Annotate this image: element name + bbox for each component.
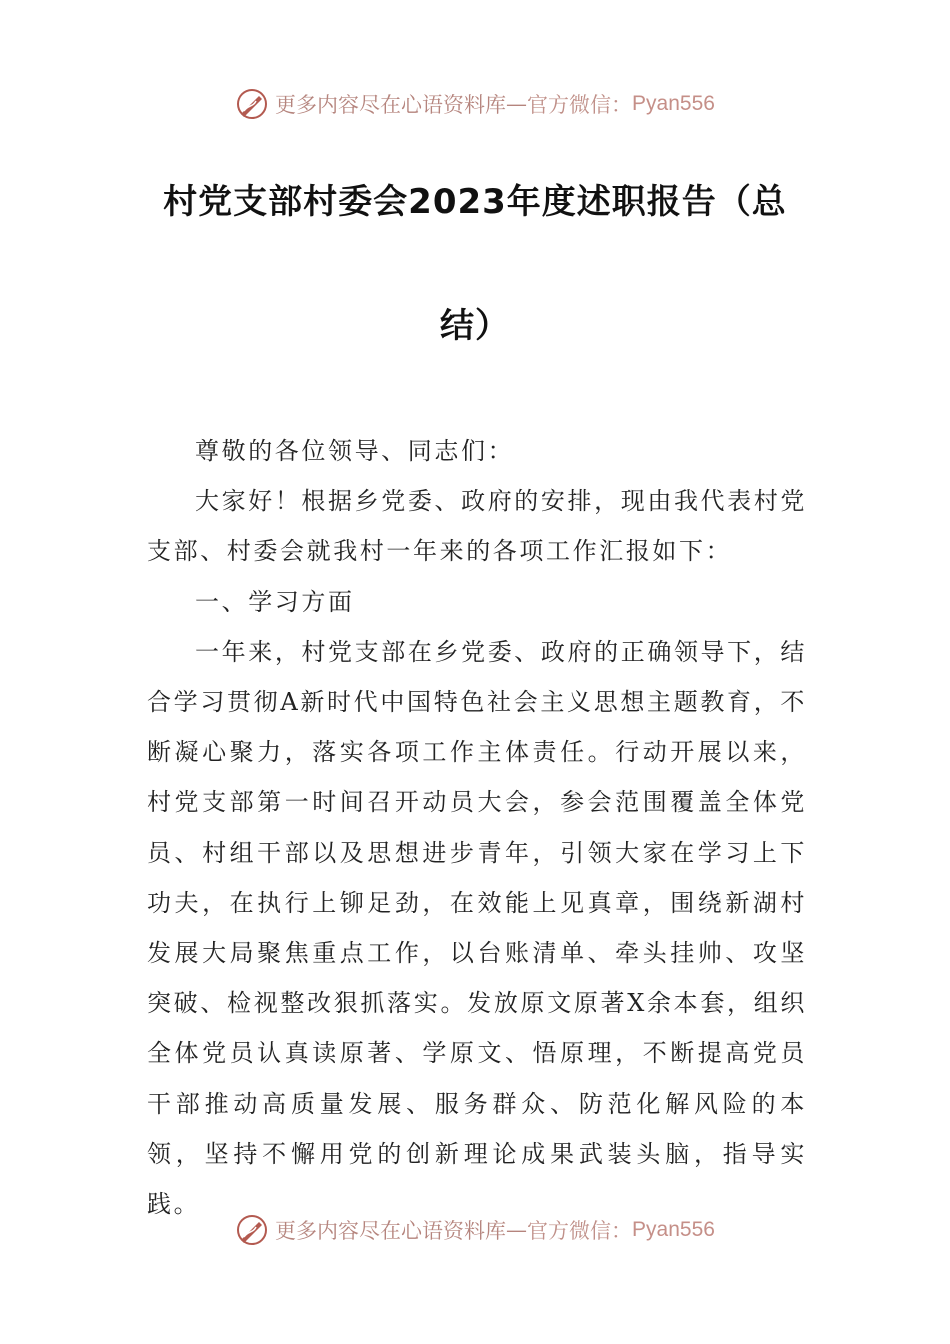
banner-wechat-id: Pyan556 bbox=[632, 92, 715, 115]
banner-wechat-label: 官方微信： bbox=[527, 93, 633, 117]
footer-watermark-banner bbox=[0, 1210, 950, 1250]
header-watermark-banner bbox=[0, 84, 950, 124]
banner-wechat-id: Pyan556 bbox=[632, 1218, 715, 1241]
intro-paragraph: 大家好！根据乡党委、政府的安排，现由我代表村党支部、村委会就我村一年来的各项工作汇报如下： bbox=[147, 487, 807, 566]
banner-text: 更多内容尽在心语资料库 bbox=[275, 1219, 507, 1243]
section-heading: 一、学习方面 bbox=[195, 587, 355, 616]
document-title-line-1: 村党支部村委会2023年度述职报告（总 bbox=[163, 182, 787, 222]
body-paragraph: 一年来，村党支部在乡党委、政府的正确领导下，结合学习贯彻A新时代中国特色社会主义思想主题教育，不断凝心聚力，落实各项工作主体责任。行动开展以来，村党支部第一时间召开动员大会，参会范围覆盖全体党员、村组干部以及思想进步青年，引领大家在学习上下功夫，在执行上铆足劲，在效能上见真章，围绕新湖村发展大局聚焦重点工作，以台账清单、牵头挂帅、攻坚突破、检视整改狠抓落实。发放原文原著X余本套，组织全体党员认真读原著、学原文、悟原理，不断提高党员干部推动高质量发展、服务群众、防范化解风险的本领，坚持不懈用党的创新理论成果武装头脑，指导实践。 bbox=[147, 637, 807, 1219]
document-title-line-2: 结） bbox=[440, 306, 510, 346]
banner-text: 更多内容尽在心语资料库 bbox=[275, 93, 507, 117]
salutation-paragraph: 尊敬的各位领导、同志们： bbox=[195, 437, 515, 465]
banner-wechat-label: 官方微信： bbox=[527, 1219, 633, 1243]
document-body bbox=[147, 426, 807, 1229]
banner-dash: — bbox=[506, 92, 528, 116]
pen-logo-icon bbox=[235, 1213, 269, 1247]
pen-logo-icon bbox=[235, 87, 269, 121]
banner-dash: — bbox=[506, 1218, 528, 1242]
